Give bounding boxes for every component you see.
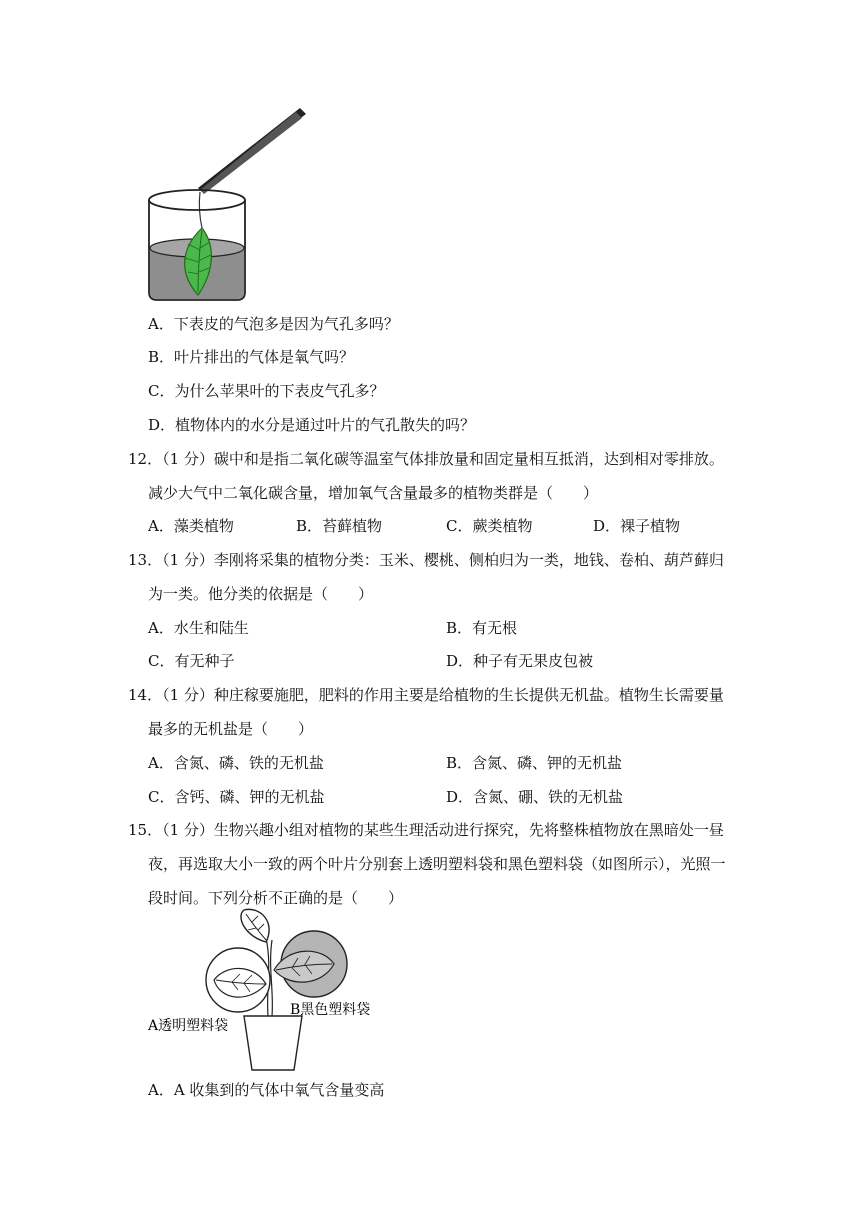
q15-stem-line2: 夜，再选取大小一致的两个叶片分别套上透明塑料袋和黑色塑料袋（如图所示），光照一 (148, 855, 726, 873)
q15-stem-line1: 15．（1 分）生物兴趣小组对植物的某些生理活动进行探究，先将整株植物放在黑暗处一昼 (128, 821, 724, 839)
q11-option-c: C．为什么苹果叶的下表皮气孔多？ (148, 382, 385, 400)
q13-option-c: C．有无种子 (148, 652, 235, 670)
q15-stem-line3: 段时间。下列分析不正确的是（ ） (148, 889, 404, 907)
q14-option-c: C．含钙、磷、钾的无机盐 (148, 788, 325, 806)
flower-pot-icon (244, 1016, 302, 1070)
plant-bag-figure (140, 908, 400, 1074)
q13-option-a: A．水生和陆生 (148, 619, 249, 637)
q11-option-b: B．叶片排出的气体是氧气吗？ (148, 348, 355, 366)
q13-option-b: B．有无根 (446, 619, 518, 637)
q14-option-b: B．含氮、磷、钾的无机盐 (446, 754, 623, 772)
q12-option-d: D．裸子植物 (593, 517, 681, 535)
q11-option-a: A．下表皮的气泡多是因为气孔多吗？ (148, 315, 399, 333)
q15-option-a: A．A 收集到的气体中氧气含量变高 (148, 1081, 385, 1099)
black-bag-leaf-b (274, 931, 347, 997)
q14-stem-line1: 14．（1 分）种庄稼要施肥，肥料的作用主要是给植物的生长提供无机盐。植物生长需要量 (128, 686, 724, 704)
q14-stem-line2: 最多的无机盐是（ ） (148, 720, 314, 738)
beaker-leaf-figure (140, 100, 320, 310)
top-leaf-icon (241, 909, 269, 942)
q12-stem-line1: 12．（1 分）碳中和是指二氧化碳等温室气体排放量和固定量相互抵消，达到相对零排放。 (128, 450, 724, 468)
q14-option-a: A．含氮、磷、铁的无机盐 (148, 754, 324, 772)
transparent-bag-leaf-a (206, 948, 270, 1012)
label-a-transparent-bag: A透明塑料袋 (148, 1018, 229, 1034)
label-b-black-bag: B黑色塑料袋 (290, 1002, 371, 1018)
q13-stem-line1: 13．（1 分）李刚将采集的植物分类：玉米、樱桃、侧柏归为一类，地钱、卷柏、葫芦藓归 (128, 551, 724, 569)
q12-option-b: B．苔藓植物 (296, 517, 383, 535)
q13-stem-line2: 为一类。他分类的依据是（ ） (148, 585, 374, 603)
q12-option-a: A．藻类植物 (148, 517, 234, 535)
tweezers-icon (198, 108, 306, 194)
q11-option-d: D．植物体内的水分是通过叶片的气孔散失的吗？ (148, 416, 476, 434)
q12-option-c: C．蕨类植物 (446, 517, 533, 535)
q13-option-d: D．种子有无果皮包被 (446, 652, 594, 670)
q12-stem-line2: 减少大气中二氧化碳含量，增加氧气含量最多的植物类群是（ ） (148, 484, 599, 502)
q14-option-d: D．含氮、硼、铁的无机盐 (446, 788, 624, 806)
